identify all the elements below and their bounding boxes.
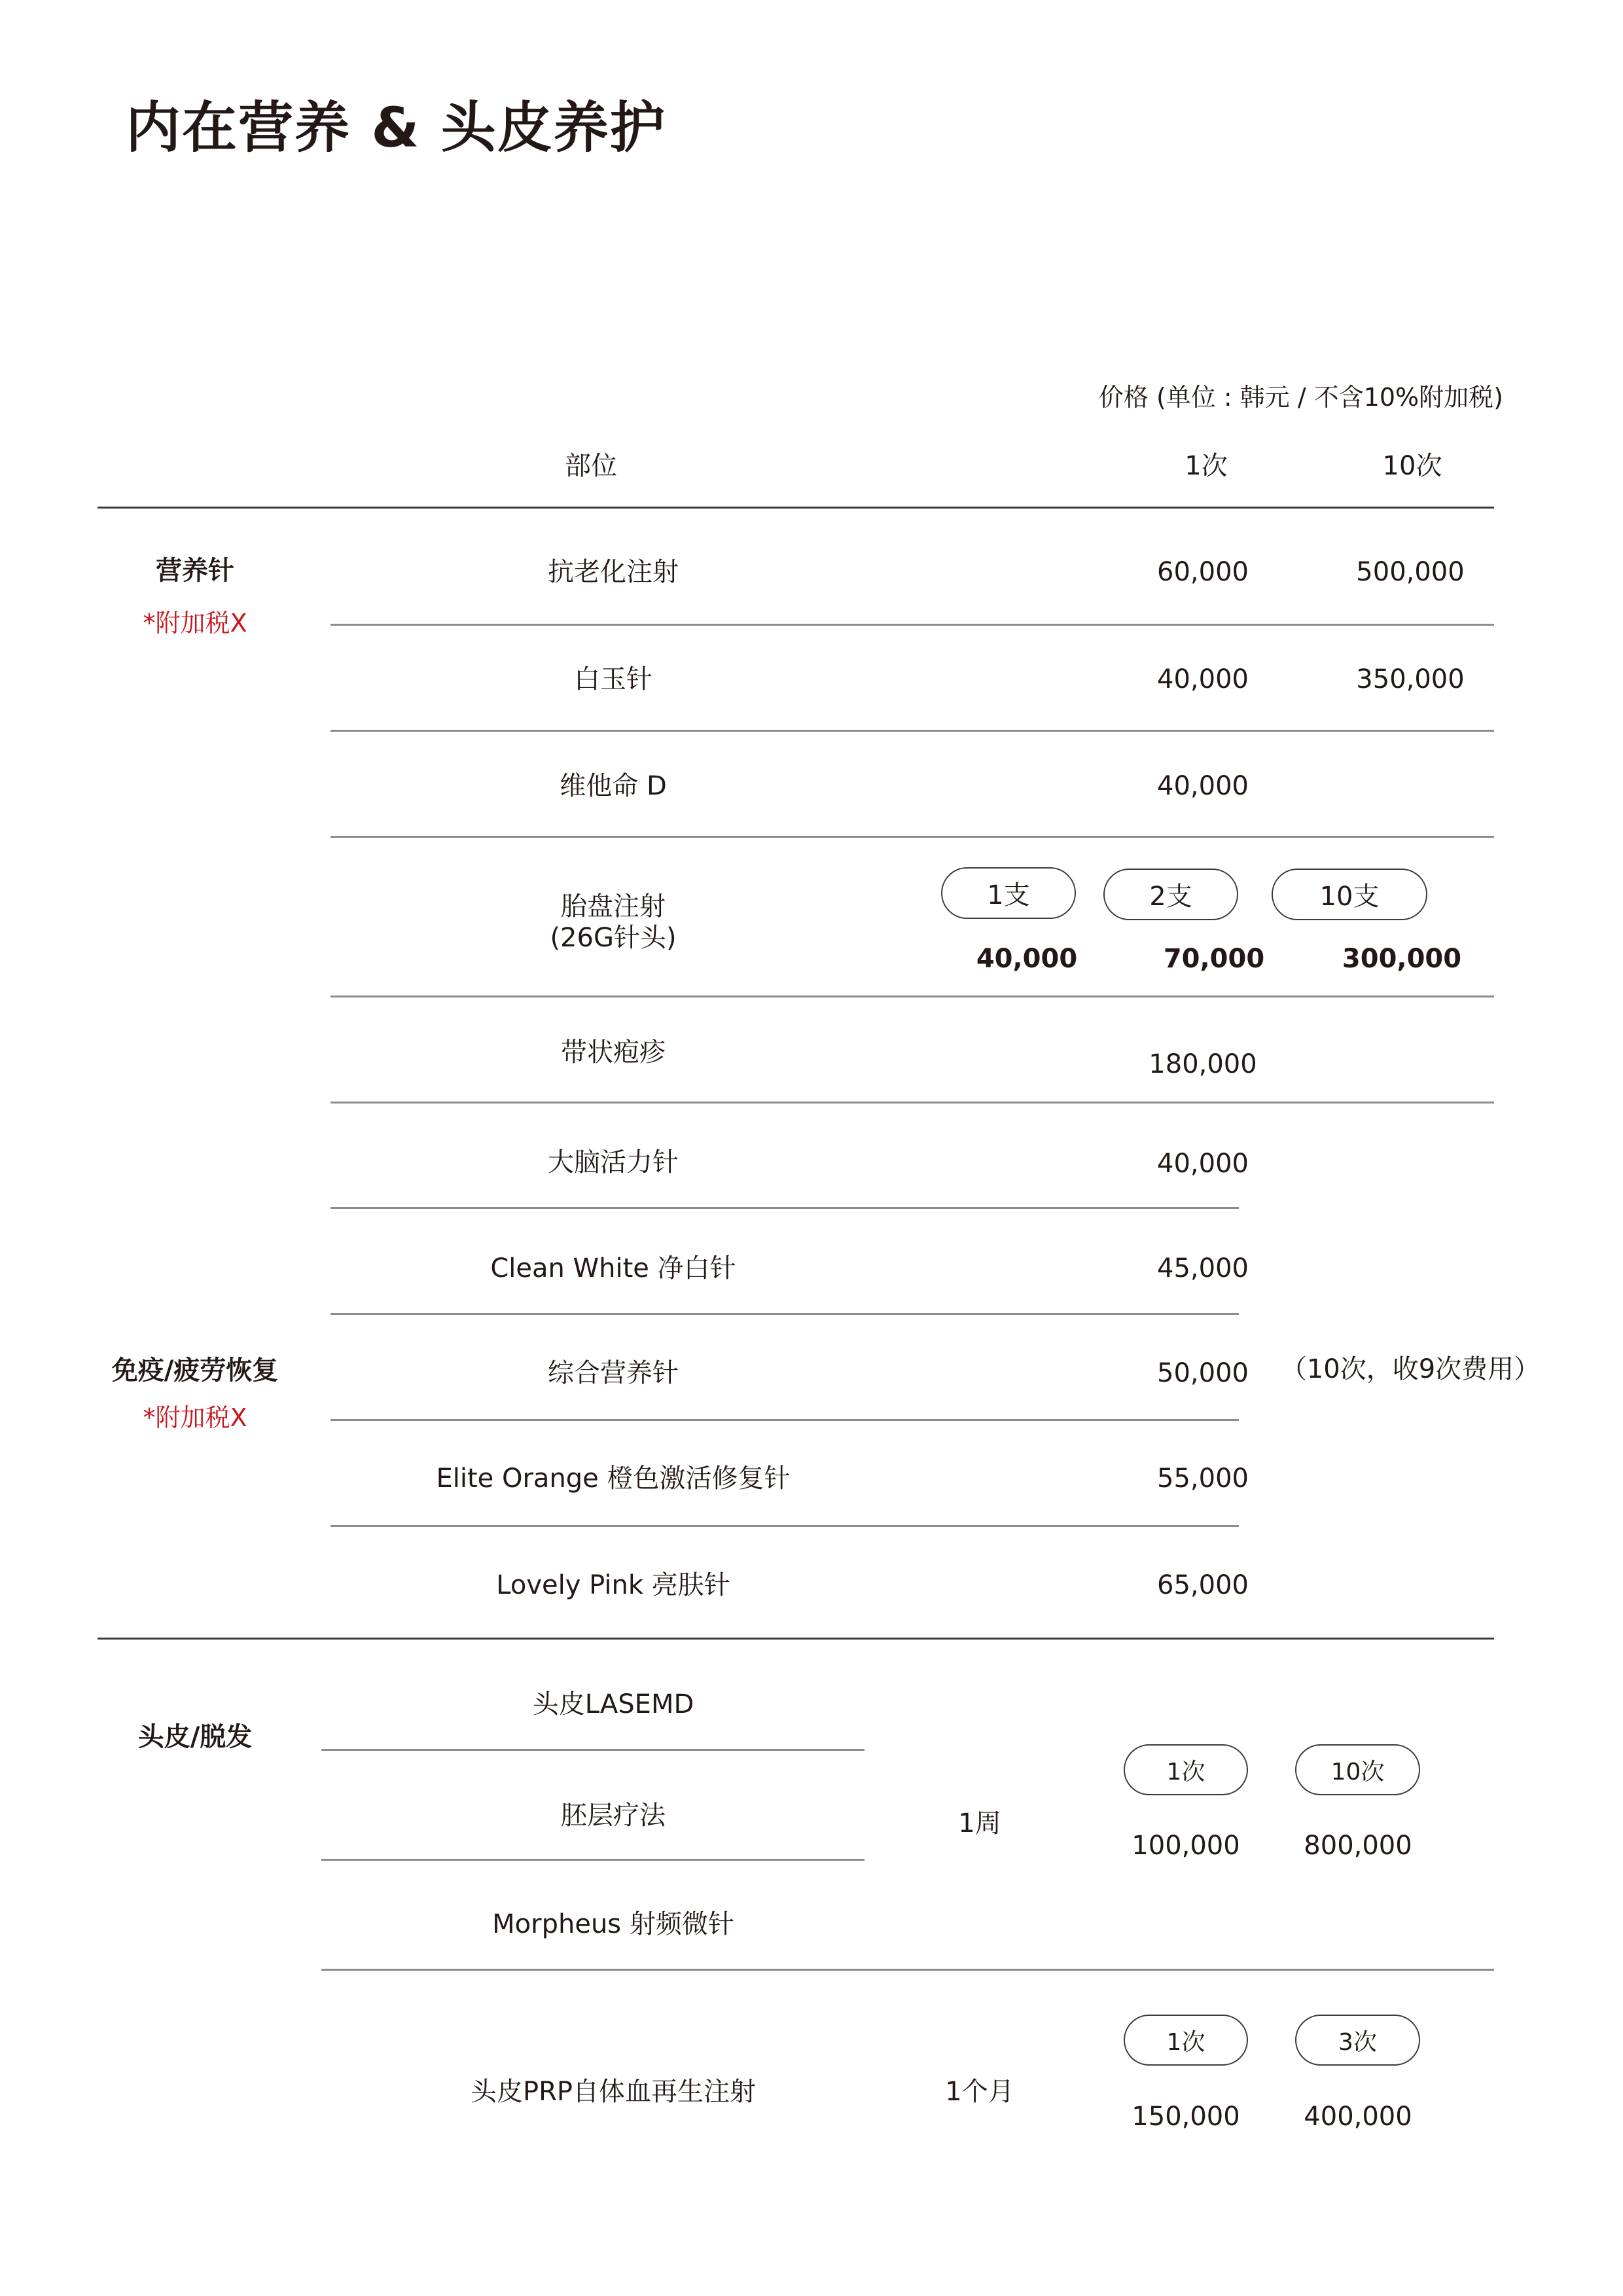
price-once: 180,000 bbox=[1149, 1049, 1257, 1079]
option-price: 70,000 bbox=[1163, 944, 1265, 974]
price-once: 40,000 bbox=[1157, 1149, 1249, 1179]
row-divider bbox=[330, 624, 1494, 626]
option-price: 150,000 bbox=[1132, 2102, 1240, 2132]
price-ten: 350,000 bbox=[1356, 664, 1465, 694]
option-price: 800,000 bbox=[1304, 1831, 1412, 1861]
price-unit-note: 价格 (单位 : 韩元 / 不含10%附加税) bbox=[1098, 383, 1503, 412]
page-title: 内在营养 & 头皮养护 bbox=[126, 96, 666, 160]
option-price: 300,000 bbox=[1342, 944, 1462, 974]
tax-note: *附加税X bbox=[143, 609, 247, 637]
header-divider bbox=[98, 507, 1494, 509]
interval-label: 1周 bbox=[958, 1808, 1001, 1839]
package-note: （10次，收9次费用） bbox=[1280, 1354, 1541, 1384]
option-pill: 10次 bbox=[1295, 1744, 1420, 1795]
treatment-name: 维他命 D bbox=[560, 771, 667, 801]
option-price: 400,000 bbox=[1304, 2102, 1412, 2132]
price-once: 40,000 bbox=[1157, 771, 1249, 801]
column-header-once: 1次 bbox=[1185, 451, 1228, 481]
treatment-name: 带状疱疹 bbox=[561, 1037, 666, 1067]
price-once: 45,000 bbox=[1157, 1253, 1249, 1283]
row-divider bbox=[330, 1525, 1239, 1527]
treatment-name: Morpheus 射频微针 bbox=[492, 1909, 734, 1939]
row-divider bbox=[330, 996, 1494, 997]
category-label: 头皮/脱发 bbox=[137, 1722, 253, 1752]
treatment-name: 头皮LASEMD bbox=[532, 1689, 694, 1719]
option-pill: 1次 bbox=[1124, 1744, 1248, 1795]
row-divider bbox=[330, 1102, 1494, 1103]
price-once: 50,000 bbox=[1157, 1358, 1249, 1388]
row-divider bbox=[330, 836, 1494, 838]
category-label: 营养针 bbox=[156, 556, 234, 586]
row-divider bbox=[330, 1207, 1239, 1209]
price-once: 60,000 bbox=[1157, 557, 1249, 587]
option-pill: 3次 bbox=[1295, 2015, 1420, 2066]
column-header-area: 部位 bbox=[565, 451, 617, 481]
row-divider bbox=[330, 1419, 1239, 1421]
treatment-name: 胎盘注射 bbox=[561, 891, 666, 922]
option-pill: 1支 bbox=[941, 867, 1076, 919]
price-ten: 500,000 bbox=[1356, 557, 1465, 587]
category-label: 免疫/疲劳恢复 bbox=[111, 1355, 279, 1386]
price-once: 65,000 bbox=[1157, 1570, 1249, 1600]
price-once: 40,000 bbox=[1157, 664, 1249, 694]
option-pill: 2支 bbox=[1103, 869, 1238, 920]
option-price: 100,000 bbox=[1132, 1831, 1240, 1861]
row-divider bbox=[321, 1749, 865, 1751]
treatment-name: 白玉针 bbox=[574, 664, 652, 694]
treatment-name: Lovely Pink 亮肤针 bbox=[496, 1570, 730, 1600]
row-divider bbox=[321, 1859, 865, 1861]
treatment-subname: (26G针头) bbox=[550, 923, 677, 953]
option-pill: 1次 bbox=[1124, 2015, 1248, 2066]
row-divider bbox=[321, 1969, 1494, 1971]
interval-label: 1个月 bbox=[945, 2077, 1014, 2107]
row-divider bbox=[330, 730, 1494, 732]
treatment-name: Elite Orange 橙色激活修复针 bbox=[436, 1463, 791, 1494]
treatment-name: 胚层疗法 bbox=[561, 1801, 666, 1831]
option-price: 40,000 bbox=[976, 944, 1078, 974]
option-pill: 10支 bbox=[1272, 869, 1427, 920]
price-once: 55,000 bbox=[1157, 1463, 1249, 1494]
treatment-name: Clean White 净白针 bbox=[490, 1253, 736, 1283]
tax-note: *附加税X bbox=[143, 1403, 247, 1432]
column-header-ten: 10次 bbox=[1382, 451, 1442, 481]
treatment-name: 综合营养针 bbox=[548, 1358, 679, 1388]
treatment-name: 头皮PRP自体血再生注射 bbox=[470, 2077, 757, 2107]
treatment-name: 抗老化注射 bbox=[548, 557, 679, 587]
row-divider bbox=[330, 1313, 1239, 1315]
treatment-name: 大脑活力针 bbox=[548, 1147, 679, 1177]
section-divider bbox=[98, 1638, 1494, 1640]
